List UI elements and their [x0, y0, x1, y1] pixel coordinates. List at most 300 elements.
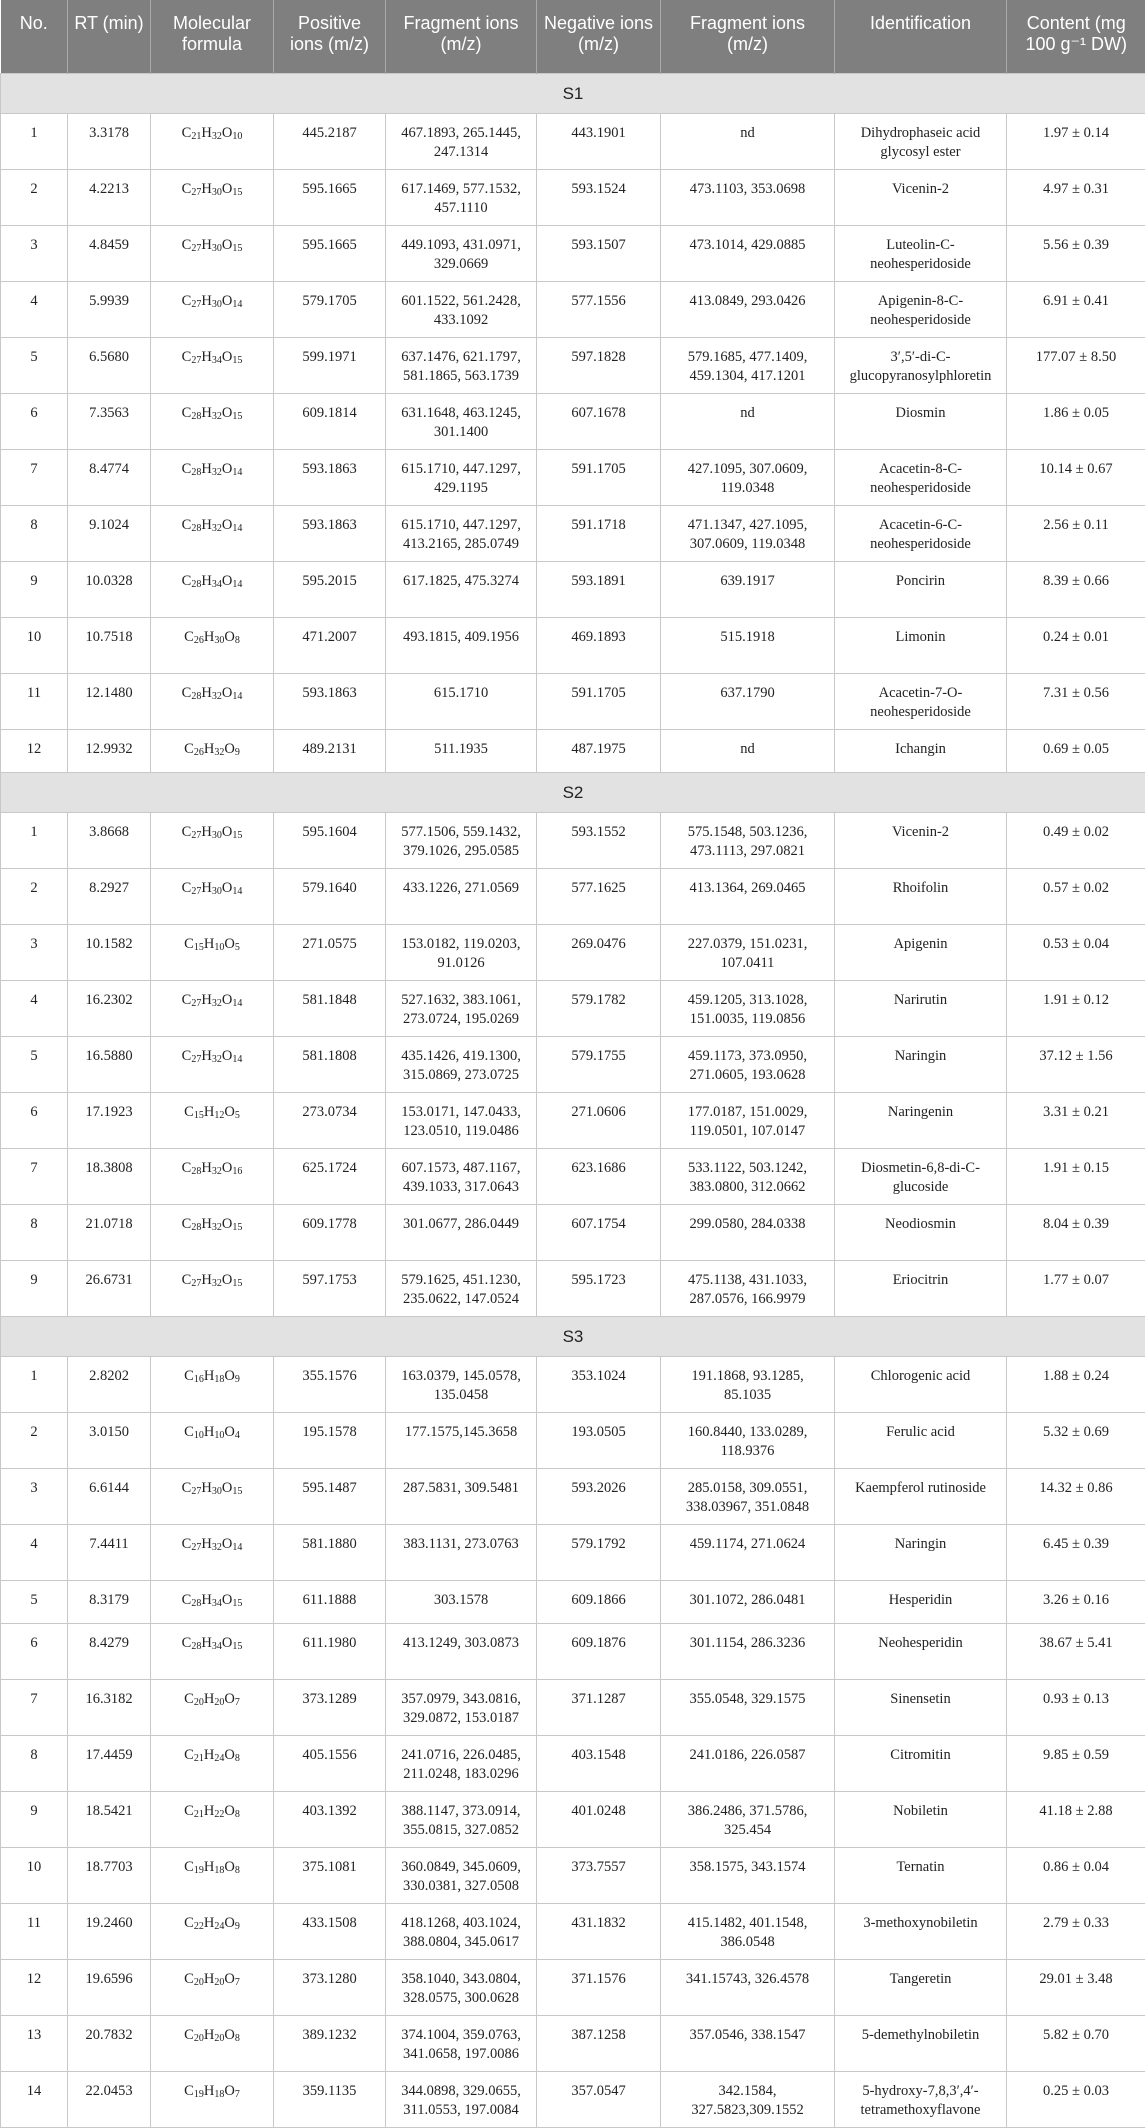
cell-negative-fragments: 639.1917 — [661, 561, 835, 617]
section-label: S1 — [1, 73, 1145, 113]
cell-negative-fragments: 471.1347, 427.1095, 307.0609, 119.0348 — [661, 505, 835, 561]
cell-content: 7.31 ± 0.56 — [1007, 673, 1145, 729]
cell-no: 14 — [1, 2071, 68, 2127]
cell-rt: 6.5680 — [68, 337, 151, 393]
table-row — [1, 169, 1145, 225]
cell-no: 4 — [1, 281, 68, 337]
section-row — [1, 1316, 1145, 1356]
cell-positive-ion: 373.1280 — [274, 1959, 386, 2015]
cell-positive-ion: 581.1880 — [274, 1524, 386, 1580]
cell-negative-fragments: 355.0548, 329.1575 — [661, 1679, 835, 1735]
cell-identification: Dihydrophaseic acid glycosyl ester — [835, 113, 1007, 169]
cell-negative-fragments: 459.1173, 373.0950, 271.0605, 193.0628 — [661, 1036, 835, 1092]
cell-identification: Rhoifolin — [835, 868, 1007, 924]
table-row — [1, 1959, 1145, 2015]
cell-formula: $C_{10}H_{10}O_4$ — [151, 1412, 274, 1468]
cell-content: 1.91 ± 0.12 — [1007, 980, 1145, 1036]
cell-identification: Naringenin — [835, 1092, 1007, 1148]
cell-identification: Naringin — [835, 1036, 1007, 1092]
section-label: S2 — [1, 772, 1145, 812]
cell-negative-fragments: 301.1072, 286.0481 — [661, 1580, 835, 1623]
cell-formula: $C_{28}H_{32}O_{14}$ — [151, 673, 274, 729]
cell-no: 7 — [1, 449, 68, 505]
cell-negative-ion: 607.1678 — [537, 393, 661, 449]
cell-no: 11 — [1, 673, 68, 729]
cell-identification: Chlorogenic acid — [835, 1356, 1007, 1412]
cell-formula: $C_{27}H_{30}O_{14}$ — [151, 868, 274, 924]
table-row — [1, 2015, 1145, 2071]
cell-negative-fragments: 285.0158, 309.0551, 338.03967, 351.0848 — [661, 1468, 835, 1524]
cell-negative-ion: 609.1876 — [537, 1623, 661, 1679]
cell-negative-fragments: 413.1364, 269.0465 — [661, 868, 835, 924]
table-row — [1, 449, 1145, 505]
table-row — [1, 868, 1145, 924]
cell-rt: 17.4459 — [68, 1735, 151, 1791]
cell-positive-ion: 597.1753 — [274, 1260, 386, 1316]
cell-content: 1.88 ± 0.24 — [1007, 1356, 1145, 1412]
cell-rt: 3.8668 — [68, 812, 151, 868]
cell-rt: 17.1923 — [68, 1092, 151, 1148]
header-rt: RT (min) — [68, 0, 151, 73]
cell-positive-ion: 355.1576 — [274, 1356, 386, 1412]
table-row — [1, 729, 1145, 772]
cell-no: 2 — [1, 169, 68, 225]
cell-content: 2.56 ± 0.11 — [1007, 505, 1145, 561]
cell-identification: Limonin — [835, 617, 1007, 673]
cell-content: 8.04 ± 0.39 — [1007, 1204, 1145, 1260]
cell-identification: Diosmetin-6,8-di-C-glucoside — [835, 1148, 1007, 1204]
cell-rt: 21.0718 — [68, 1204, 151, 1260]
cell-negative-ion: 373.7557 — [537, 1847, 661, 1903]
header-content: Content (mg 100 g⁻¹ DW) — [1007, 0, 1145, 73]
cell-positive-ion: 579.1640 — [274, 868, 386, 924]
cell-negative-ion: 593.1891 — [537, 561, 661, 617]
cell-positive-ion: 403.1392 — [274, 1791, 386, 1847]
cell-content: 0.86 ± 0.04 — [1007, 1847, 1145, 1903]
cell-negative-ion: 607.1754 — [537, 1204, 661, 1260]
cell-positive-fragments: 163.0379, 145.0578, 135.0458 — [386, 1356, 537, 1412]
cell-identification: Hesperidin — [835, 1580, 1007, 1623]
cell-positive-fragments: 579.1625, 451.1230, 235.0622, 147.0524 — [386, 1260, 537, 1316]
cell-content: 29.01 ± 3.48 — [1007, 1959, 1145, 2015]
cell-formula: $C_{19}H_{18}O_8$ — [151, 1847, 274, 1903]
cell-positive-fragments: 357.0979, 343.0816, 329.0872, 153.0187 — [386, 1679, 537, 1735]
cell-negative-fragments: 575.1548, 503.1236, 473.1113, 297.0821 — [661, 812, 835, 868]
cell-formula: $C_{21}H_{24}O_8$ — [151, 1735, 274, 1791]
cell-positive-fragments: 287.5831, 309.5481 — [386, 1468, 537, 1524]
cell-content: 5.32 ± 0.69 — [1007, 1412, 1145, 1468]
cell-negative-ion: 579.1755 — [537, 1036, 661, 1092]
cell-identification: Sinensetin — [835, 1679, 1007, 1735]
cell-positive-fragments: 301.0677, 286.0449 — [386, 1204, 537, 1260]
cell-negative-ion: 443.1901 — [537, 113, 661, 169]
cell-identification: Neodiosmin — [835, 1204, 1007, 1260]
cell-positive-fragments: 360.0849, 345.0609, 330.0381, 327.0508 — [386, 1847, 537, 1903]
cell-rt: 10.0328 — [68, 561, 151, 617]
table-header — [1, 0, 1145, 73]
cell-negative-fragments: 637.1790 — [661, 673, 835, 729]
cell-positive-ion: 595.2015 — [274, 561, 386, 617]
cell-positive-ion: 375.1081 — [274, 1847, 386, 1903]
cell-formula: $C_{27}H_{32}O_{14}$ — [151, 1036, 274, 1092]
cell-no: 9 — [1, 561, 68, 617]
cell-no: 2 — [1, 868, 68, 924]
cell-rt: 4.8459 — [68, 225, 151, 281]
cell-no: 10 — [1, 1847, 68, 1903]
cell-rt: 19.6596 — [68, 1959, 151, 2015]
cell-rt: 7.3563 — [68, 393, 151, 449]
cell-negative-ion: 371.1287 — [537, 1679, 661, 1735]
table-row — [1, 1260, 1145, 1316]
header-formula: Molecular formula — [151, 0, 274, 73]
cell-negative-ion: 593.2026 — [537, 1468, 661, 1524]
cell-content: 37.12 ± 1.56 — [1007, 1036, 1145, 1092]
table-row — [1, 1791, 1145, 1847]
cell-content: 0.93 ± 0.13 — [1007, 1679, 1145, 1735]
cell-rt: 18.3808 — [68, 1148, 151, 1204]
cell-negative-fragments: 579.1685, 477.1409, 459.1304, 417.1201 — [661, 337, 835, 393]
cell-rt: 26.6731 — [68, 1260, 151, 1316]
table-row — [1, 812, 1145, 868]
cell-formula: $C_{20}H_{20}O_8$ — [151, 2015, 274, 2071]
cell-no: 5 — [1, 337, 68, 393]
cell-negative-fragments: 160.8440, 133.0289, 118.9376 — [661, 1412, 835, 1468]
header-positive-fragments: Fragment ions (m/z) — [386, 0, 537, 73]
cell-content: 0.53 ± 0.04 — [1007, 924, 1145, 980]
cell-negative-ion: 593.1552 — [537, 812, 661, 868]
cell-formula: $C_{21}H_{32}O_{10}$ — [151, 113, 274, 169]
cell-content: 1.91 ± 0.15 — [1007, 1148, 1145, 1204]
cell-no: 5 — [1, 1580, 68, 1623]
cell-content: 0.24 ± 0.01 — [1007, 617, 1145, 673]
cell-identification: Apigenin — [835, 924, 1007, 980]
table-row — [1, 1092, 1145, 1148]
cell-positive-ion: 581.1848 — [274, 980, 386, 1036]
cell-no: 8 — [1, 1204, 68, 1260]
cell-rt: 10.7518 — [68, 617, 151, 673]
table-row — [1, 337, 1145, 393]
cell-positive-fragments: 344.0898, 329.0655, 311.0553, 197.0084 — [386, 2071, 537, 2127]
table-row — [1, 225, 1145, 281]
cell-negative-fragments: nd — [661, 393, 835, 449]
cell-formula: $C_{28}H_{32}O_{16}$ — [151, 1148, 274, 1204]
cell-no: 8 — [1, 505, 68, 561]
cell-no: 9 — [1, 1260, 68, 1316]
cell-positive-fragments: 615.1710, 447.1297, 413.2165, 285.0749 — [386, 505, 537, 561]
cell-formula: $C_{28}H_{32}O_{15}$ — [151, 1204, 274, 1260]
cell-identification: Luteolin-C-neohesperidoside — [835, 225, 1007, 281]
cell-no: 2 — [1, 1412, 68, 1468]
cell-negative-fragments: nd — [661, 729, 835, 772]
cell-negative-ion: 577.1556 — [537, 281, 661, 337]
cell-formula: $C_{28}H_{32}O_{15}$ — [151, 393, 274, 449]
table-row — [1, 1735, 1145, 1791]
cell-positive-fragments: 617.1825, 475.3274 — [386, 561, 537, 617]
cell-negative-fragments: 342.1584, 327.5823,309.1552 — [661, 2071, 835, 2127]
header-no: No. — [1, 0, 68, 73]
cell-identification: Diosmin — [835, 393, 1007, 449]
cell-positive-fragments: 631.1648, 463.1245, 301.1400 — [386, 393, 537, 449]
cell-content: 5.56 ± 0.39 — [1007, 225, 1145, 281]
cell-no: 4 — [1, 1524, 68, 1580]
cell-no: 4 — [1, 980, 68, 1036]
cell-rt: 16.3182 — [68, 1679, 151, 1735]
cell-positive-fragments: 467.1893, 265.1445, 247.1314 — [386, 113, 537, 169]
cell-negative-fragments: 191.1868, 93.1285, 85.1035 — [661, 1356, 835, 1412]
section-row — [1, 73, 1145, 113]
cell-negative-fragments: 415.1482, 401.1548, 386.0548 — [661, 1903, 835, 1959]
cell-negative-fragments: 301.1154, 286.3236 — [661, 1623, 835, 1679]
cell-rt: 8.2927 — [68, 868, 151, 924]
cell-positive-ion: 273.0734 — [274, 1092, 386, 1148]
cell-positive-ion: 373.1289 — [274, 1679, 386, 1735]
cell-negative-fragments: 299.0580, 284.0338 — [661, 1204, 835, 1260]
cell-negative-ion: 579.1792 — [537, 1524, 661, 1580]
cell-negative-ion: 591.1705 — [537, 673, 661, 729]
cell-formula: $C_{27}H_{30}O_{15}$ — [151, 225, 274, 281]
table-body — [1, 73, 1145, 2127]
cell-no: 1 — [1, 113, 68, 169]
cell-negative-fragments: 515.1918 — [661, 617, 835, 673]
table-row — [1, 673, 1145, 729]
table-row — [1, 1524, 1145, 1580]
cell-formula: $C_{27}H_{30}O_{15}$ — [151, 812, 274, 868]
cell-content: 1.97 ± 0.14 — [1007, 113, 1145, 169]
cell-negative-fragments: 227.0379, 151.0231, 107.0411 — [661, 924, 835, 980]
cell-identification: Acacetin-8-C-neohesperidoside — [835, 449, 1007, 505]
cell-formula: $C_{27}H_{32}O_{14}$ — [151, 1524, 274, 1580]
cell-negative-fragments: 427.1095, 307.0609, 119.0348 — [661, 449, 835, 505]
cell-positive-fragments: 153.0171, 147.0433, 123.0510, 119.0486 — [386, 1092, 537, 1148]
cell-negative-ion: 595.1723 — [537, 1260, 661, 1316]
cell-positive-fragments: 177.1575,145.3658 — [386, 1412, 537, 1468]
cell-formula: $C_{26}H_{30}O_8$ — [151, 617, 274, 673]
cell-positive-fragments: 241.0716, 226.0485, 211.0248, 183.0296 — [386, 1735, 537, 1791]
cell-positive-fragments: 413.1249, 303.0873 — [386, 1623, 537, 1679]
cell-rt: 9.1024 — [68, 505, 151, 561]
cell-positive-ion: 405.1556 — [274, 1735, 386, 1791]
cell-positive-ion: 433.1508 — [274, 1903, 386, 1959]
cell-positive-ion: 609.1778 — [274, 1204, 386, 1260]
cell-negative-ion: 591.1718 — [537, 505, 661, 561]
cell-rt: 2.8202 — [68, 1356, 151, 1412]
table-row — [1, 1204, 1145, 1260]
cell-negative-ion: 593.1524 — [537, 169, 661, 225]
cell-positive-ion: 579.1705 — [274, 281, 386, 337]
cell-no: 12 — [1, 729, 68, 772]
cell-content: 0.49 ± 0.02 — [1007, 812, 1145, 868]
cell-rt: 8.3179 — [68, 1580, 151, 1623]
cell-negative-ion: 403.1548 — [537, 1735, 661, 1791]
table-row — [1, 1903, 1145, 1959]
cell-rt: 3.3178 — [68, 113, 151, 169]
cell-formula: $C_{28}H_{34}O_{14}$ — [151, 561, 274, 617]
cell-rt: 12.1480 — [68, 673, 151, 729]
cell-formula: $C_{27}H_{32}O_{15}$ — [151, 1260, 274, 1316]
cell-identification: Acacetin-7-O-neohesperidoside — [835, 673, 1007, 729]
table-row — [1, 1623, 1145, 1679]
cell-negative-fragments: nd — [661, 113, 835, 169]
cell-formula: $C_{28}H_{34}O_{15}$ — [151, 1580, 274, 1623]
cell-rt: 16.2302 — [68, 980, 151, 1036]
cell-positive-ion: 611.1980 — [274, 1623, 386, 1679]
cell-content: 0.25 ± 0.03 — [1007, 2071, 1145, 2127]
cell-positive-fragments: 374.1004, 359.0763, 341.0658, 197.0086 — [386, 2015, 537, 2071]
cell-identification: Neohesperidin — [835, 1623, 1007, 1679]
cell-negative-ion: 193.0505 — [537, 1412, 661, 1468]
cell-no: 3 — [1, 1468, 68, 1524]
table-row — [1, 1412, 1145, 1468]
cell-positive-ion: 595.1487 — [274, 1468, 386, 1524]
cell-negative-ion: 591.1705 — [537, 449, 661, 505]
cell-rt: 7.4411 — [68, 1524, 151, 1580]
cell-positive-fragments: 303.1578 — [386, 1580, 537, 1623]
cell-identification: Poncirin — [835, 561, 1007, 617]
cell-positive-ion: 471.2007 — [274, 617, 386, 673]
cell-negative-fragments: 459.1205, 313.1028, 151.0035, 119.0856 — [661, 980, 835, 1036]
cell-formula: $C_{26}H_{32}O_9$ — [151, 729, 274, 772]
cell-negative-ion: 609.1866 — [537, 1580, 661, 1623]
header-positive-ions: Positive ions (m/z) — [274, 0, 386, 73]
cell-positive-fragments: 383.1131, 273.0763 — [386, 1524, 537, 1580]
cell-rt: 5.9939 — [68, 281, 151, 337]
cell-negative-fragments: 473.1103, 353.0698 — [661, 169, 835, 225]
cell-rt: 22.0453 — [68, 2071, 151, 2127]
cell-content: 3.31 ± 0.21 — [1007, 1092, 1145, 1148]
cell-negative-fragments: 459.1174, 271.0624 — [661, 1524, 835, 1580]
cell-rt: 10.1582 — [68, 924, 151, 980]
cell-identification: Tangeretin — [835, 1959, 1007, 2015]
table-row — [1, 561, 1145, 617]
table-row — [1, 1468, 1145, 1524]
cell-positive-fragments: 601.1522, 561.2428, 433.1092 — [386, 281, 537, 337]
cell-formula: $C_{27}H_{30}O_{14}$ — [151, 281, 274, 337]
cell-negative-ion: 469.1893 — [537, 617, 661, 673]
cell-no: 7 — [1, 1679, 68, 1735]
cell-identification: Vicenin-2 — [835, 812, 1007, 868]
cell-identification: Apigenin-8-C-neohesperidoside — [835, 281, 1007, 337]
cell-identification: 5-demethylnobiletin — [835, 2015, 1007, 2071]
table-row — [1, 980, 1145, 1036]
cell-content: 5.82 ± 0.70 — [1007, 2015, 1145, 2071]
cell-no: 1 — [1, 812, 68, 868]
table-row — [1, 1847, 1145, 1903]
cell-identification: Vicenin-2 — [835, 169, 1007, 225]
cell-identification: Narirutin — [835, 980, 1007, 1036]
cell-content: 4.97 ± 0.31 — [1007, 169, 1145, 225]
cell-positive-ion: 609.1814 — [274, 393, 386, 449]
cell-positive-fragments: 637.1476, 621.1797, 581.1865, 563.1739 — [386, 337, 537, 393]
cell-positive-fragments: 617.1469, 577.1532, 457.1110 — [386, 169, 537, 225]
cell-rt: 16.5880 — [68, 1036, 151, 1092]
cell-rt: 3.0150 — [68, 1412, 151, 1468]
cell-negative-ion: 579.1782 — [537, 980, 661, 1036]
table-row — [1, 1036, 1145, 1092]
table-row — [1, 113, 1145, 169]
cell-negative-ion: 387.1258 — [537, 2015, 661, 2071]
cell-formula: $C_{21}H_{22}O_8$ — [151, 1791, 274, 1847]
cell-negative-fragments: 475.1138, 431.1033, 287.0576, 166.9979 — [661, 1260, 835, 1316]
table-row — [1, 393, 1145, 449]
cell-positive-ion: 581.1808 — [274, 1036, 386, 1092]
cell-negative-ion: 371.1576 — [537, 1959, 661, 2015]
cell-negative-fragments: 413.0849, 293.0426 — [661, 281, 835, 337]
cell-positive-fragments: 435.1426, 419.1300, 315.0869, 273.0725 — [386, 1036, 537, 1092]
cell-no: 11 — [1, 1903, 68, 1959]
cell-negative-ion: 357.0547 — [537, 2071, 661, 2127]
cell-positive-fragments: 493.1815, 409.1956 — [386, 617, 537, 673]
cell-positive-fragments: 418.1268, 403.1024, 388.0804, 345.0617 — [386, 1903, 537, 1959]
cell-content: 0.57 ± 0.02 — [1007, 868, 1145, 924]
cell-formula: $C_{15}H_{12}O_5$ — [151, 1092, 274, 1148]
cell-positive-fragments: 615.1710, 447.1297, 429.1195 — [386, 449, 537, 505]
cell-positive-ion: 195.1578 — [274, 1412, 386, 1468]
table-row — [1, 617, 1145, 673]
header-row — [1, 0, 1145, 73]
cell-content: 1.86 ± 0.05 — [1007, 393, 1145, 449]
cell-rt: 18.7703 — [68, 1847, 151, 1903]
cell-identification: Ternatin — [835, 1847, 1007, 1903]
cell-content: 1.77 ± 0.07 — [1007, 1260, 1145, 1316]
header-identification: Identification — [835, 0, 1007, 73]
cell-content: 6.91 ± 0.41 — [1007, 281, 1145, 337]
cell-positive-ion: 611.1888 — [274, 1580, 386, 1623]
cell-negative-fragments: 533.1122, 503.1242, 383.0800, 312.0662 — [661, 1148, 835, 1204]
cell-no: 6 — [1, 393, 68, 449]
cell-negative-fragments: 341.15743, 326.4578 — [661, 1959, 835, 2015]
cell-rt: 12.9932 — [68, 729, 151, 772]
cell-positive-ion: 271.0575 — [274, 924, 386, 980]
cell-identification: 3′,5′-di-C-glucopyranosylphloretin — [835, 337, 1007, 393]
cell-content: 41.18 ± 2.88 — [1007, 1791, 1145, 1847]
cell-rt: 19.2460 — [68, 1903, 151, 1959]
section-label: S3 — [1, 1316, 1145, 1356]
cell-no: 3 — [1, 225, 68, 281]
cell-negative-ion: 431.1832 — [537, 1903, 661, 1959]
cell-formula: $C_{27}H_{32}O_{14}$ — [151, 980, 274, 1036]
cell-no: 6 — [1, 1092, 68, 1148]
cell-positive-fragments: 433.1226, 271.0569 — [386, 868, 537, 924]
cell-formula: $C_{27}H_{30}O_{15}$ — [151, 1468, 274, 1524]
cell-content: 10.14 ± 0.67 — [1007, 449, 1145, 505]
cell-formula: $C_{28}H_{34}O_{15}$ — [151, 1623, 274, 1679]
cell-positive-fragments: 358.1040, 343.0804, 328.0575, 300.0628 — [386, 1959, 537, 2015]
cell-rt: 8.4774 — [68, 449, 151, 505]
cell-identification: 5-hydroxy-7,8,3′,4′-tetramethoxyflavone — [835, 2071, 1007, 2127]
cell-content: 6.45 ± 0.39 — [1007, 1524, 1145, 1580]
cell-content: 14.32 ± 0.86 — [1007, 1468, 1145, 1524]
cell-formula: $C_{20}H_{20}O_7$ — [151, 1959, 274, 2015]
header-negative-ions: Negative ions (m/z) — [537, 0, 661, 73]
cell-no: 12 — [1, 1959, 68, 2015]
cell-negative-ion: 593.1507 — [537, 225, 661, 281]
cell-positive-fragments: 449.1093, 431.0971, 329.0669 — [386, 225, 537, 281]
cell-no: 5 — [1, 1036, 68, 1092]
cell-identification: Nobiletin — [835, 1791, 1007, 1847]
cell-no: 7 — [1, 1148, 68, 1204]
table-row — [1, 1679, 1145, 1735]
cell-positive-fragments: 511.1935 — [386, 729, 537, 772]
cell-formula: $C_{28}H_{32}O_{14}$ — [151, 449, 274, 505]
cell-no: 3 — [1, 924, 68, 980]
cell-positive-fragments: 615.1710 — [386, 673, 537, 729]
cell-rt: 6.6144 — [68, 1468, 151, 1524]
cell-formula: $C_{19}H_{18}O_7$ — [151, 2071, 274, 2127]
cell-negative-ion: 271.0606 — [537, 1092, 661, 1148]
cell-identification: Eriocitrin — [835, 1260, 1007, 1316]
cell-identification: Citromitin — [835, 1735, 1007, 1791]
cell-negative-fragments: 358.1575, 343.1574 — [661, 1847, 835, 1903]
